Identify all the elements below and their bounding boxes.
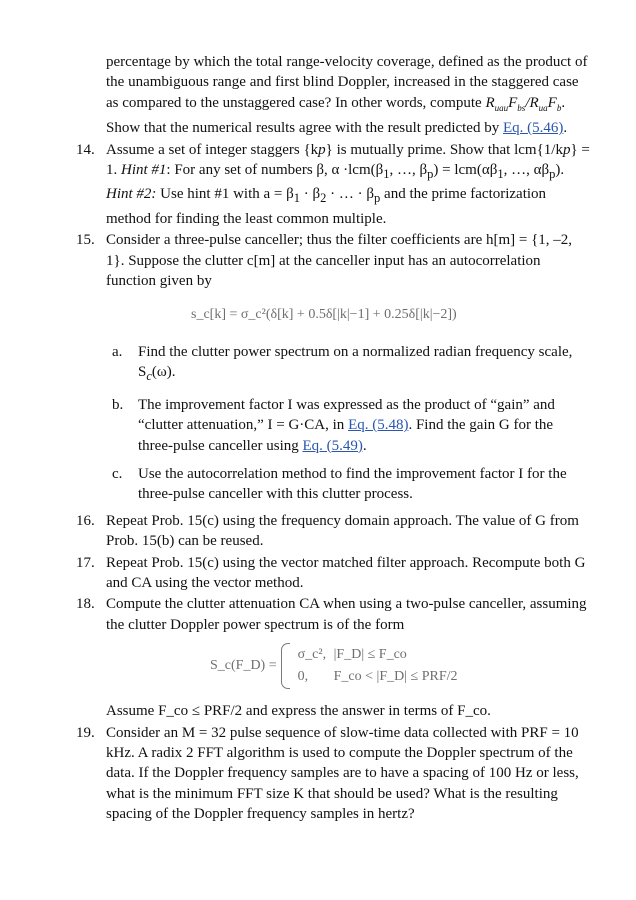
assumption-text: Assume F_co ≤ PRF/2 and express the answer in terms of F_co. (106, 703, 491, 720)
ratio-formula: $R_{uau}F_{bs}/R_{ua}F_b$ (485, 94, 562, 113)
problem-18: 18. Compute the clutter attenuation CA when using a two-pulse canceller, assuming the clutter Doppler power spectrum is of the form S_c(F_D) = σ_c², |F_D| ≤ F_co 0, F_co < |F_D| ≤ PRF/2 Assume F_co ≤ PRF/2 and express the answer in terms of F_co. (60, 594, 590, 721)
intro-paragraph: percentage by which the total range-velocity coverage, defined as the product of the unambiguous range and first blind Doppler, increased in the staggered case as compared to the unstaggered case? In other words, compute $R_{uau}F_{bs}/R_{ua}F_b$. Show that the numerical results agree with the result predicted by Eq. (5.46). (106, 54, 588, 137)
problem-number: 15. (76, 232, 95, 249)
problem-number: 19. (76, 724, 95, 741)
problem-number: 18. (76, 596, 95, 613)
eq-5-46-link[interactable]: Eq. (5.46) (502, 120, 564, 137)
autocorrelation-equation: s_c[k] = σ_c²(δ[k] + 0.5δ[|k|−1] + 0.25δ[|k|−2]) (191, 307, 457, 323)
clutter-spectrum-equation: S_c(F_D) = σ_c², |F_D| ≤ F_co 0, F_co < |F_D| ≤ PRF/2 (210, 643, 590, 689)
subpart-a: a. Find the clutter power spectrum on a normalized radian frequency scale, $S_c(\omega)$. (112, 343, 573, 384)
problem-number: 14. (76, 141, 95, 158)
intro-text: percentage by which the total range-velocity coverage, defined as the product of the unambiguous range and first blind Doppler, increased in the staggered case as compared to the unstaggered case? In other words, compute (106, 54, 588, 111)
problem-15-text: Consider a three-pulse canceller; thus the filter coefficients are h[m] = {1, –2, 1}. Suppose the clutter c[m] at the canceller input has an autocorrelation function given by (106, 232, 573, 290)
eq-5-48-link[interactable]: Eq. (5.48) (348, 417, 409, 434)
eq-5-49-link[interactable]: Eq. (5.49) (302, 437, 363, 454)
left-brace (281, 643, 290, 689)
problem-17: 17. Repeat Prob. 15(c) using the vector matched filter approach. Recompute both G and CA using the vector method. (76, 554, 586, 591)
subpart-b: b. The improvement factor I was expressed as the product of “gain” and “clutter attenuation,” I = G·CA, in Eq. (5.48). Find the gain G for the three-pulse canceller using Eq. (5.49). (112, 396, 555, 454)
problem-number: 17. (76, 554, 95, 571)
subpart-c: c. Use the autocorrelation method to find the improvement factor I for the three-pulse canceller with this clutter process. (112, 465, 567, 503)
problem-14: 14. Assume a set of integer staggers {kp} is mutually prime. Show that lcm{1/kp} = 1. Hint #1: For any set of numbers β, $\alpha \cdot lcm(\beta_1$, …, $\beta_p) = lcm(\alpha\beta_1$, …, $\alpha\beta_p$). Hint #2: Use hint #1 with $a = \beta_1 \cdot \beta_2$ · … · $\beta_p$ and the prime factorization method for finding the least common multiple. (76, 141, 590, 227)
problem-16: 16. Repeat Prob. 15(c) using the frequency domain approach. The value of G from Prob. 15(b) can be reused. (76, 512, 579, 550)
problem-number: 16. (76, 512, 95, 529)
problem-19: 19. Consider an M = 32 pulse sequence of slow-time data collected with PRF = 10 kHz. A radix 2 FFT algorithm is used to compute the Doppler spectrum of the data. If the Doppler frequency samples are to have a spacing of 100 Hz or less, what is the minimum FFT size K that should be used? What is the resulting spacing of the Doppler frequency samples in hertz? (76, 724, 579, 823)
subparts (106, 342, 590, 505)
intro-text-2: . Show that the numerical results agree with the result predicted by (106, 94, 566, 137)
problem-column (60, 52, 590, 825)
problem-15 (60, 230, 590, 504)
